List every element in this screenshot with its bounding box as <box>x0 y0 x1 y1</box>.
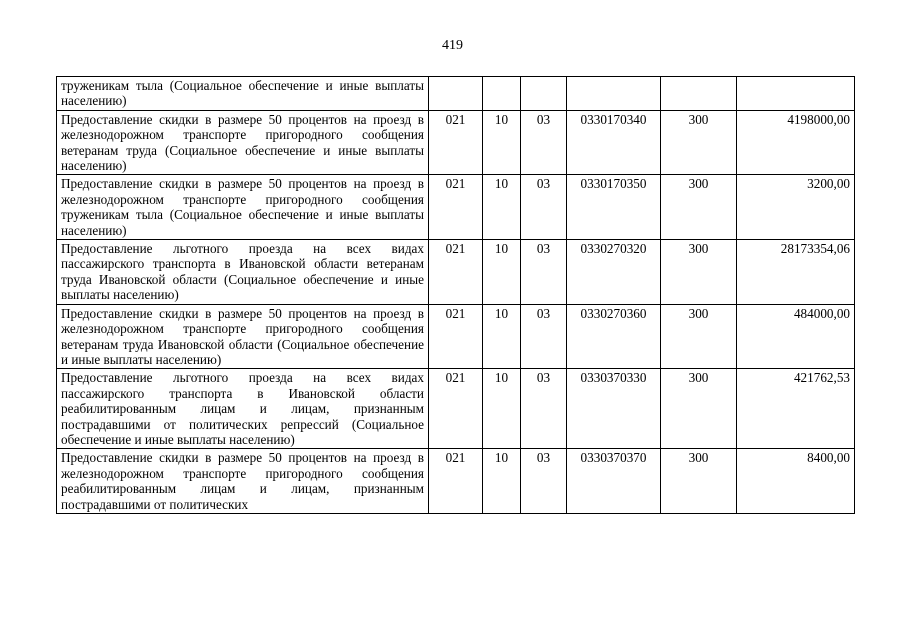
ministry-code: 021 <box>429 175 483 240</box>
table-row <box>57 369 855 449</box>
expense-type-code: 300 <box>661 110 737 175</box>
ministry-code <box>429 77 483 111</box>
section-code: 10 <box>483 304 521 369</box>
section-code: 10 <box>483 369 521 449</box>
row-description: Предоставление скидки в размере 50 процентов на проезд в железнодорожном транспорте пригородного сообщения труженикам тыла (Социальное обеспечение и иные выплаты населению) <box>57 175 429 240</box>
budget-table <box>56 76 855 514</box>
amount <box>737 77 855 111</box>
page-number: 419 <box>442 38 463 53</box>
section-code: 10 <box>483 175 521 240</box>
expense-type-code: 300 <box>661 304 737 369</box>
subsection-code: 03 <box>521 449 567 514</box>
section-code: 10 <box>483 240 521 305</box>
table-row <box>57 77 855 111</box>
amount: 484000,00 <box>737 304 855 369</box>
expense-type-code: 300 <box>661 369 737 449</box>
table-row <box>57 240 855 305</box>
subsection-code: 03 <box>521 369 567 449</box>
row-description: Предоставление скидки в размере 50 процентов на проезд в железнодорожном транспорте пригородного сообщения реабилитированным лицам и лицам, признанным пострадавшими от политических <box>57 449 429 514</box>
subsection-code: 03 <box>521 240 567 305</box>
table-row <box>57 449 855 514</box>
section-code: 10 <box>483 110 521 175</box>
row-description: Предоставление скидки в размере 50 процентов на проезд в железнодорожном транспорте пригородного сообщения ветеранам труда Ивановской области (Социальное обеспечение и иные выплаты населению) <box>57 304 429 369</box>
subsection-code: 03 <box>521 110 567 175</box>
expense-type-code: 300 <box>661 175 737 240</box>
ministry-code: 021 <box>429 449 483 514</box>
target-article-code: 0330170340 <box>567 110 661 175</box>
ministry-code: 021 <box>429 240 483 305</box>
target-article-code: 0330270360 <box>567 304 661 369</box>
amount: 28173354,06 <box>737 240 855 305</box>
subsection-code: 03 <box>521 304 567 369</box>
target-article-code: 0330370370 <box>567 449 661 514</box>
expense-type-code: 300 <box>661 449 737 514</box>
ministry-code: 021 <box>429 304 483 369</box>
row-description: труженикам тыла (Социальное обеспечение и иные выплаты населению) <box>57 77 429 111</box>
row-description: Предоставление льготного проезда на всех видах пассажирского транспорта в Ивановской области ветеранам труда Ивановской области (Социальное обеспечение и иные выплаты населению) <box>57 240 429 305</box>
section-code <box>483 77 521 111</box>
amount: 3200,00 <box>737 175 855 240</box>
ministry-code: 021 <box>429 110 483 175</box>
row-description: Предоставление льготного проезда на всех видах пассажирского транспорта в Ивановской области реабилитированным лицам и лицам, признанным пострадавшими от политических репрессий (Социальное обеспечение и иные выплаты населению) <box>57 369 429 449</box>
table-row <box>57 175 855 240</box>
target-article-code: 0330370330 <box>567 369 661 449</box>
table-row <box>57 110 855 175</box>
amount: 8400,00 <box>737 449 855 514</box>
expense-type-code: 300 <box>661 240 737 305</box>
expense-type-code <box>661 77 737 111</box>
row-description: Предоставление скидки в размере 50 процентов на проезд в железнодорожном транспорте пригородного сообщения ветеранам труда (Социальное обеспечение и иные выплаты населению) <box>57 110 429 175</box>
amount: 421762,53 <box>737 369 855 449</box>
target-article-code: 0330270320 <box>567 240 661 305</box>
target-article-code: 0330170350 <box>567 175 661 240</box>
subsection-code: 03 <box>521 175 567 240</box>
subsection-code <box>521 77 567 111</box>
ministry-code: 021 <box>429 369 483 449</box>
section-code: 10 <box>483 449 521 514</box>
target-article-code <box>567 77 661 111</box>
table-row <box>57 304 855 369</box>
amount: 4198000,00 <box>737 110 855 175</box>
